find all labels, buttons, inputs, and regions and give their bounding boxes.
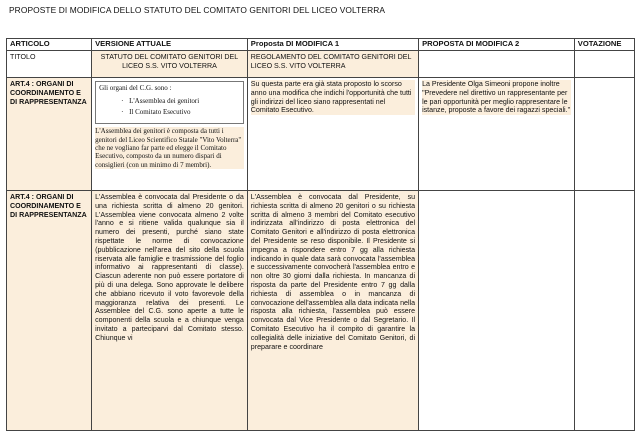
cell-modifica-2 <box>419 78 575 191</box>
header-modifica-1: Proposta DI MODIFICA 1 <box>247 39 418 51</box>
cell-modifica-1 <box>247 78 418 191</box>
header-versione-attuale: VERSIONE ATTUALE <box>92 39 248 51</box>
cell-votazione <box>574 78 634 191</box>
cell-modifica-2 <box>419 51 575 78</box>
cell-articolo: ART.4 : ORGANI DI COORDINAMENTO E DI RAPPRESENTANZA <box>7 78 92 191</box>
cell-versione-attuale: STATUTO DEL COMITATO GENITORI DEL LICEO S.S. VITO VOLTERRA <box>92 51 248 78</box>
cell-articolo: TITOLO <box>7 51 92 78</box>
cell-versione-attuale <box>92 78 248 191</box>
versione-intro: Gli organi del C.G. sono : <box>99 84 172 92</box>
cell-votazione <box>574 191 634 431</box>
versione-body: L'Assemblea dei genitori è composta da tutti i genitori del Liceo Scientifico Statale "Vito Volterra" che ne vogliano far parte ed elegge il Comitato Esecutivo, composto da un numero dispari di consiglieri (con un minimo di 7 membri). <box>95 127 244 169</box>
modifica-2-text: La Presidente Olga Simeoni propone inoltre "Prevedere nel direttivo un rappresentante per le pari opportunità per meglio rappresentare le istanze, proposte a favore dei ragazzi speciali." <box>422 80 571 115</box>
document-title: PROPOSTE DI MODIFICA DELLO STATUTO DEL COMITATO GENITORI DEL LICEO VOLTERRA <box>9 5 386 15</box>
organi-list <box>99 97 240 116</box>
modifica-1-text: Su questa parte era già stata proposto lo scorso anno una modifica che indichi l'opportunità che tutti gli indirizzi del liceo siano rappresentati nel Comitato Esecutivo. <box>251 80 415 115</box>
versione-box <box>95 81 244 124</box>
proposals-table <box>6 38 635 431</box>
header-votazione: VOTAZIONE <box>574 39 634 51</box>
cell-modifica-2 <box>419 191 575 431</box>
cell-modifica-1: REGOLAMENTO DEL COMITATO GENITORI DEL LICEO S.S. VITO VOLTERRA <box>247 51 418 78</box>
cell-votazione <box>574 51 634 78</box>
header-modifica-2: PROPOSTA DI MODIFICA 2 <box>419 39 575 51</box>
table-row <box>7 78 635 191</box>
table-header-row <box>7 39 635 51</box>
list-item: · Il Comitato Esecutivo <box>99 108 240 116</box>
table-row <box>7 51 635 78</box>
list-item: · L'Assemblea dei genitori <box>99 97 240 105</box>
table-row <box>7 191 635 431</box>
header-articolo: ARTICOLO <box>7 39 92 51</box>
cell-modifica-1: L'Assemblea è convocata dal Presidente, su richiesta scritta di almeno 20 genitori o su richiesta scritta di almeno 3 membri del Comitato esecutivo indirizzata all'indirizzo di posta elettronica del Comitato Genitori e all'indirizzo di posta elettronica del Presidente se reso disponibile. Il Presidente si impegna a rispondere entro 7 gg alla richiesta indicando in quale data sarà convocata l'assemblea e successivamente convocherà l'assemblea entro e non oltre 30 giorni dalla richiesta. In mancanza di risposta da parte del Presidente entro 7 gg dalla richiesta di assemblea o in mancanza di convocazione dell'assemblea alla data indicata nella risposta alla richiesta, l'assemblea può essere convocata dal Vice Presidente o dal Segretario. Il Comitato Esecutivo ha il compito di garantire la collegialità delle iniziative del Comitato Genitori, di preparare e coordinare <box>247 191 418 431</box>
cell-articolo: ART.4 : ORGANI DI COORDINAMENTO E DI RAPPRESENTANZA <box>7 191 92 431</box>
cell-versione-attuale: L'Assemblea è convocata dal Presidente o da una richiesta scritta di almeno 20 genitori. L'Assemblea viene convocata almeno 2 volte l'anno e si ritiene valida qualunque sia il numero dei presenti, purché siano state rispettate le norme di convocazione (pubblicazione nell'area del sito della scuola riservata alle famiglie e trasmissione del foglio informativo ai rappresentanti di classe). Ciascun aderente non può essere portatore di più di una delega. Sono approvate le delibere che abbiano ricevuto il voto favorevole della maggioranza relativa dei presenti. Le Assemblee del C.G. sono aperte a tutte le componenti della scuola e a chiunque venga invitato a parteciparvi dal Comitato stesso. Chiunque vi <box>92 191 248 431</box>
